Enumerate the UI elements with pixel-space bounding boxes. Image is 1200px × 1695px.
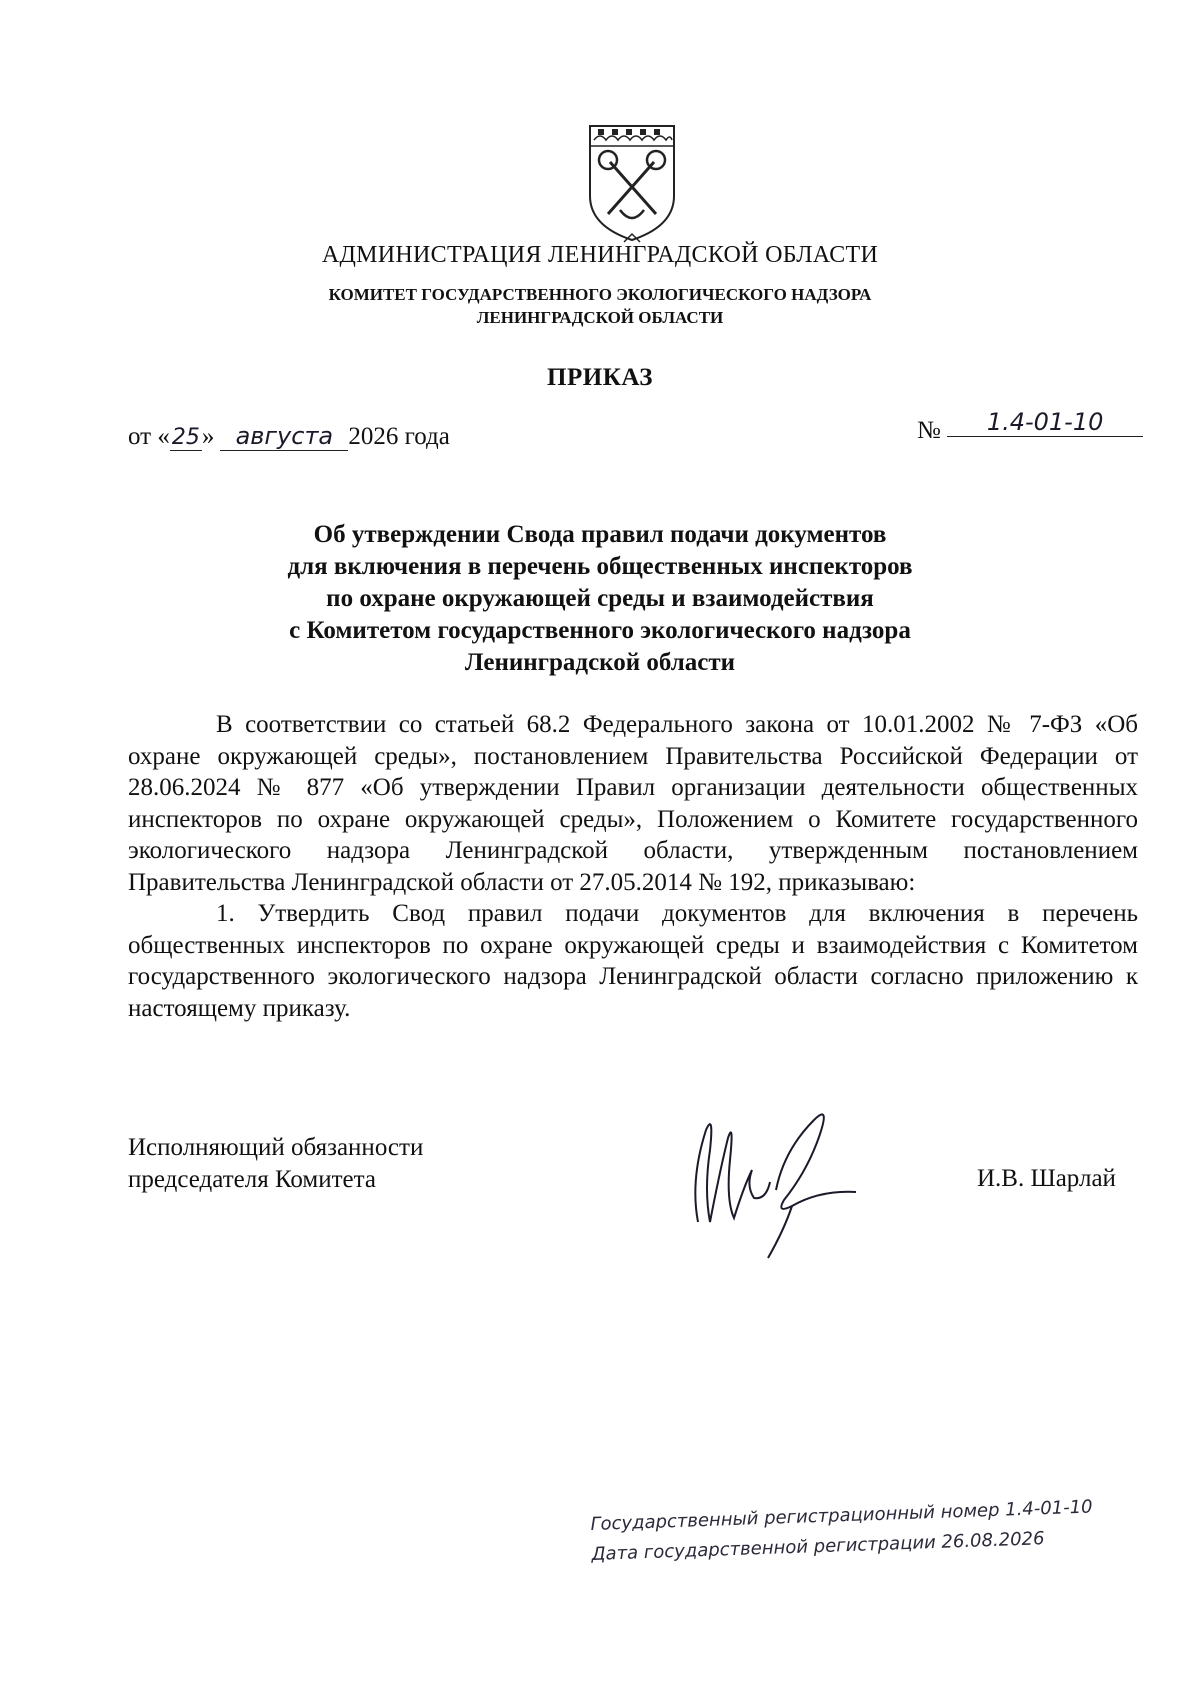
registration-note (590, 1489, 1192, 1570)
signer-position-line1: Исполняющий обязанности (128, 1134, 424, 1161)
document-title (0, 519, 1200, 679)
committee-name (0, 283, 1200, 329)
signer-name: И.В. Шарлай (977, 1165, 1116, 1192)
registration-date-line: Дата государственной регистрации 26.08.2026 (591, 1528, 1045, 1565)
leningrad-oblast-emblem (584, 118, 680, 248)
committee-name-line2: ЛЕНИНГРАДСКОЙ ОБЛАСТИ (476, 308, 724, 327)
document-type: ПРИКАЗ (547, 364, 653, 391)
date-prefix: от « (128, 423, 170, 450)
signer-position-line2: председателя Комитета (128, 1166, 376, 1193)
date-month: августа (220, 422, 348, 451)
registration-number-line: Государственный регистрационный номер 1.4-01-10 (590, 1496, 1093, 1535)
number-label: № (917, 417, 941, 444)
date-day: 25 (171, 425, 200, 450)
title-line: с Комитетом государственного экологического надзора (289, 617, 911, 644)
title-line: для включения в перечень общественных инспекторов (287, 553, 913, 580)
title-line: по охране окружающей среды и взаимодействия (326, 585, 874, 612)
document-body (128, 709, 1138, 1024)
handwritten-signature (680, 1090, 870, 1270)
signer-position (128, 1132, 423, 1196)
order-date (128, 422, 450, 451)
date-close-quote: » (201, 423, 215, 450)
committee-name-line1: КОМИТЕТ ГОСУДАРСТВЕННОГО ЭКОЛОГИЧЕСКОГО НАДЗОРА (328, 285, 872, 304)
order-number (917, 408, 1143, 445)
date-suffix: 2026 года (348, 423, 450, 450)
body-paragraph-item-1: 1. Утвердить Свод правил подачи документов для включения в перечень общественных инспекторов по охране окружающей среды и взаимодействия с Комитетом государственного экологического надзора Ленинградской области согласно приложению к настоящему приказу. (128, 900, 1138, 1022)
title-line: Об утверждении Свода правил подачи документов (313, 521, 887, 548)
title-line: Ленинградской области (464, 649, 736, 676)
administration-name: АДМИНИСТРАЦИЯ ЛЕНИНГРАДСКОЙ ОБЛАСТИ (321, 242, 879, 268)
number-value: 1.4-01-10 (947, 408, 1143, 437)
body-paragraph-preamble: В соответствии со статьей 68.2 Федерального закона от 10.01.2002 № 7-ФЗ «Об охране окружающей среды», постановлением Правительства Российской Федерации от 28.06.2024 № 877 «Об утверждении Правил организации деятельности общественных инспекторов по охране окружающей среды», Положением о Комитете государственного экологического надзора Ленинградской области, утвержденным постановлением Правительства Ленинградской области от 27.05.2014 № 192, приказываю: (128, 711, 1138, 896)
